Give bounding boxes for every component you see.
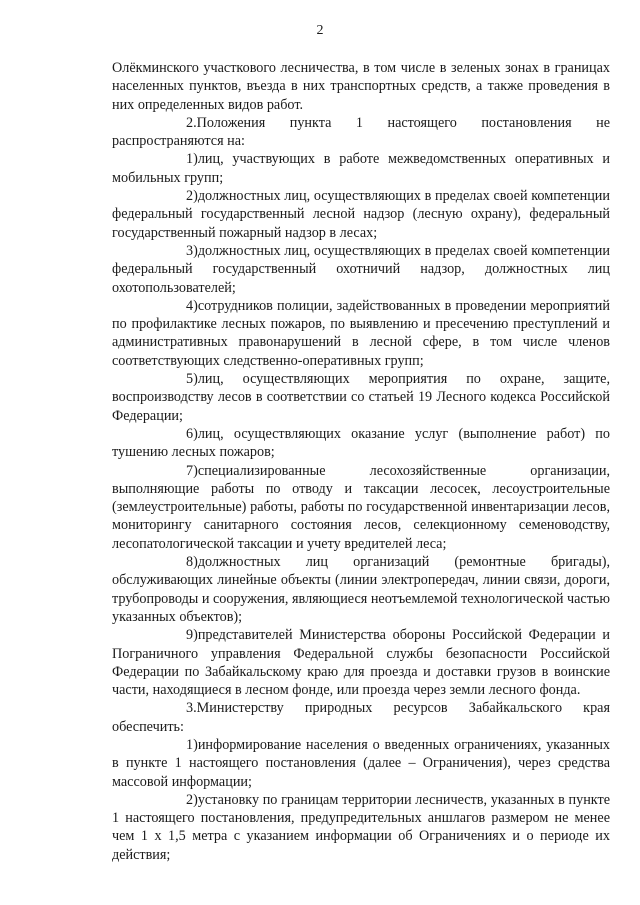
paragraph-number: 1) <box>186 151 198 168</box>
paragraph <box>112 791 610 864</box>
paragraph <box>112 425 610 462</box>
paragraph <box>112 553 610 626</box>
paragraph-number: 5) <box>186 371 198 388</box>
paragraph-number: 8) <box>186 554 198 571</box>
paragraph <box>112 187 610 242</box>
paragraph <box>112 59 610 114</box>
paragraph-number: 3. <box>186 700 197 717</box>
paragraph <box>112 462 610 553</box>
paragraph-number: 3) <box>186 242 198 259</box>
paragraph-number: 7) <box>186 462 198 479</box>
paragraph-text: должностных лиц, осуществляющих в пределах своей компетенции федеральный государственный охотничий надзор, должностных лиц охотопользователей; <box>112 242 610 296</box>
paragraph-text: Министерству природных ресурсов Забайкальского края обеспечить: <box>112 700 610 735</box>
paragraph-text: лиц, осуществляющих оказание услуг (выполнение работ) по тушению лесных пожаров; <box>112 425 610 461</box>
paragraph-text: лиц, участвующих в работе межведомственных оперативных и мобильных групп; <box>112 151 610 186</box>
paragraph-text: Положения пункта 1 настоящего постановления не распространяются на: <box>112 114 610 150</box>
paragraph <box>112 699 610 736</box>
paragraph-text: информирование населения о введенных ограничениях, указанных в пункте 1 настоящего постановления (далее – Ограничения), через средства массовой информации; <box>112 736 610 790</box>
paragraph <box>112 150 610 187</box>
paragraph-text: сотрудников полиции, задействованных в проведении мероприятий по профилактике лесных пожаров, по выявлению и пресечению преступлений и административных правонарушений в лесной сфере, в том числе членов соответствующих следственно-оперативных групп; <box>112 297 610 369</box>
paragraph-text: представителей Министерства обороны Российской Федерации и Пограничного управления Федеральной службы безопасности Российской Федерации по Забайкальскому краю для проезда и доставки грузов в воинские части, находящиеся в лесном фонде, или проезда через земли лесного фонда. <box>112 627 610 699</box>
paragraph-number: 4) <box>186 297 198 314</box>
paragraph-number: 6) <box>186 425 198 442</box>
paragraph-text: лиц, осуществляющих мероприятия по охране, защите, воспроизводству лесов в соответствии со статьей 19 Лесного кодекса Российской Федерации; <box>112 371 610 424</box>
document-body <box>112 59 610 864</box>
paragraph-number: 9) <box>186 627 198 644</box>
paragraph-text: должностных лиц, осуществляющих в пределах своей компетенции федеральный государственный лесной надзор (лесную охрану), федеральный государственный пожарный надзор в лесах; <box>112 188 610 241</box>
paragraph <box>112 242 610 297</box>
paragraph-number: 1) <box>186 736 198 753</box>
paragraph-number: 2. <box>186 114 197 131</box>
paragraph <box>112 297 610 370</box>
paragraph-text: установку по границам территории лесничеств, указанных в пункте 1 настоящего постановления, предупредительных аншлагов размером не менее чем 1 х 1,5 метра с указанием информации об Ограничениях и о периоде их действия; <box>112 791 610 863</box>
paragraph-text: специализированные лесохозяйственные организации, выполняющие работы по отводу и таксации лесосек, лесоустроительные (землеустроительные) работы, работы по государственной инвентаризации лесов, мониторингу санитарного состояния лесов, селекционному семеноводству, лесопатологической таксации и учету вредителей леса; <box>112 462 610 552</box>
page-number: 2 <box>316 23 324 38</box>
paragraph-text: должностных лиц организаций (ремонтные бригады), обслуживающих линейные объекты (линии электропередач, линии связи, дороги, трубопроводы и сооружения, являющиеся неотъемлемой технологической частью указанных объектов); <box>112 554 610 625</box>
paragraph <box>112 370 610 425</box>
paragraph <box>112 114 610 151</box>
paragraph <box>112 736 610 791</box>
paragraph-number: 2) <box>186 791 198 808</box>
paragraph <box>112 626 610 699</box>
paragraph-text: Олёкминского участкового лесничества, в том числе в зеленых зонах в границах населенных пунктов, въезда в них транспортных средств, а также проведения в них определенных видов работ. <box>112 60 610 113</box>
paragraph-number: 2) <box>186 188 198 205</box>
